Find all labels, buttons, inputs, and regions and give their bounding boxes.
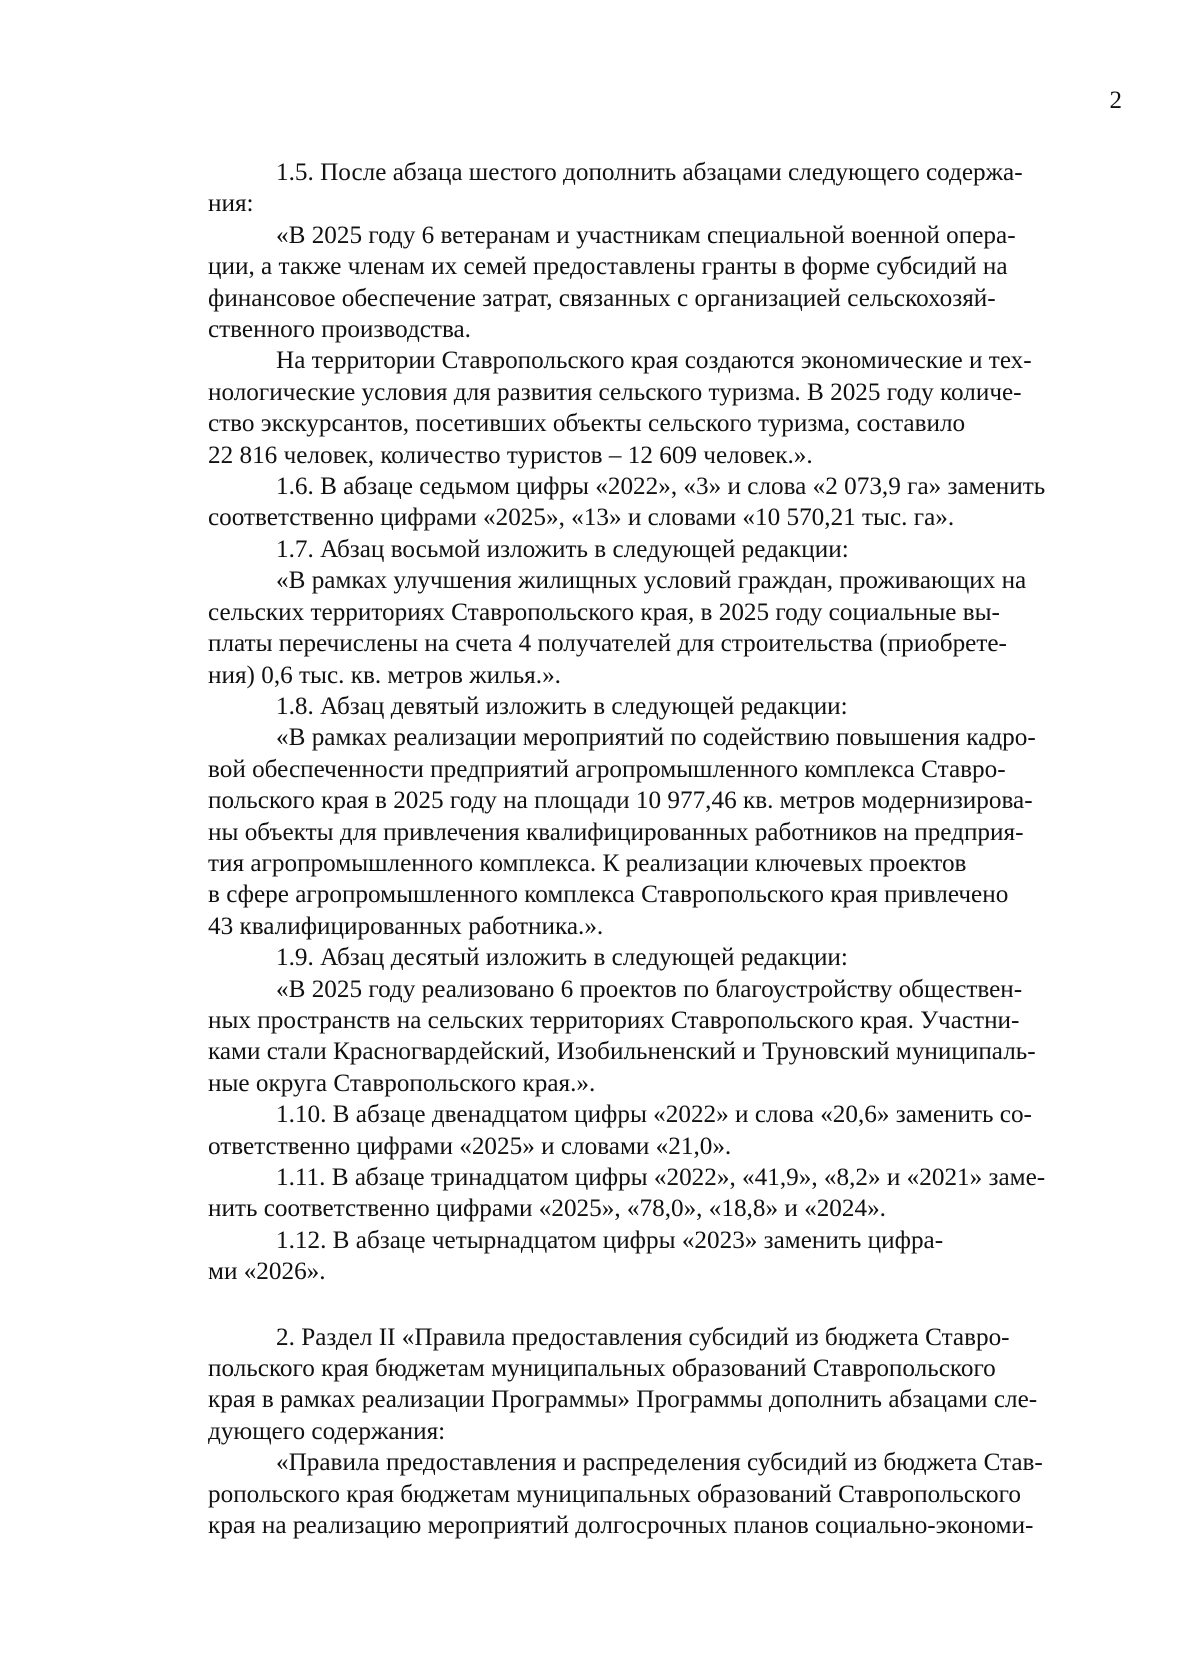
paragraph-1-9: 1.9. Абзац десятый изложить в следующей редакции: xyxy=(276,944,848,972)
paragraph-quote-veterans: «В 2025 году 6 ветеранам и участникам специальной военной опера- ции, а также членам их семей предоставлены гранты в форме субсидий на финансовое обеспечение затрат, связанных с организацией сельскохозяй- ственного производства. xyxy=(208,221,1016,344)
paragraph-quote-staffing: «В рамках реализации мероприятий по содействию повышения кадро- вой обеспеченности предприятий агропромышленного комплекса Ставро- польского края в 2025 году на площади 10 977,46 кв. метров модернизирова- ны объекты для привлечения квалифицированных работников на предприя- тия агропромышленного комплекса. К реализации ключевых проектов в сфере агропромышленного комплекса Ставропольского края привлечено 43 квалифицированных работника.». xyxy=(208,724,1036,940)
paragraph-1-10: 1.10. В абзаце двенадцатом цифры «2022» и слова «20,6» заменить со- ответственно цифрами «2025» и словами «21,0». xyxy=(208,1101,1032,1160)
paragraph-1-8: 1.8. Абзац девятый изложить в следующей редакции: xyxy=(276,692,848,720)
paragraph-1-6: 1.6. В абзаце седьмом цифры «2022», «3» и слова «2 073,9 га» заменить соответственно цифрами «2025», «13» и словами «10 570,21 тыс. га». xyxy=(208,473,1046,532)
paragraph-1-11: 1.11. В абзаце тринадцатом цифры «2022», «41,9», «8,2» и «2021» заме- нить соответственно цифрами «2025», «78,0», «18,8» и «2024». xyxy=(208,1164,1046,1223)
paragraph-1-12: 1.12. В абзаце четырнадцатом цифры «2023» заменить цифра- ми «2026». xyxy=(208,1226,944,1286)
paragraph-quote-housing: «В рамках улучшения жилищных условий граждан, проживающих на сельских территориях Ставропольского края, в 2025 году социальные вы- платы перечислены на счета 4 получателей для строительства (приобрете- ния) 0,6 тыс. кв. метров жилья.». xyxy=(208,567,1027,689)
paragraph-rural-tourism: На территории Ставропольского края создаются экономические и тех- нологические условия для развития сельского туризма. В 2025 году количе- ство экскурсантов, посетивших объекты сельского туризма, составило 22 816 человек, количество туристов – 12 609 человек.». xyxy=(208,347,1032,469)
paragraph-1-7: 1.7. Абзац восьмой изложить в следующей редакции: xyxy=(276,535,849,563)
paragraph-quote-rules: «Правила предоставления и распределения субсидий из бюджета Став- ропольского края бюджетам муниципальных образований Ставропольского края на реализацию мероприятий долгосрочных планов социально-экономи- xyxy=(208,1449,1043,1540)
paragraph-quote-public-spaces: «В 2025 году реализовано 6 проектов по благоустройству обществен- ных пространств на сельских территориях Ставропольского края. Участни- ками стали Красногвардейский, Изобильненский и Труновский муниципаль- ные округа Ставропольского края.». xyxy=(208,975,1036,1097)
paragraph-2: 2. Раздел II «Правила предоставления субсидий из бюджета Ставро- польского края бюджетам муниципальных образований Ставропольского края в рамках реализации Программы» Программы дополнить абзацами сле- дующего содержания: xyxy=(208,1323,1038,1445)
paragraph-1-5: 1.5. После абзаца шестого дополнить абзацами следующего содержа- ния: xyxy=(208,159,1023,218)
page-number: 2 xyxy=(1109,87,1122,114)
document-body xyxy=(208,157,1134,1541)
